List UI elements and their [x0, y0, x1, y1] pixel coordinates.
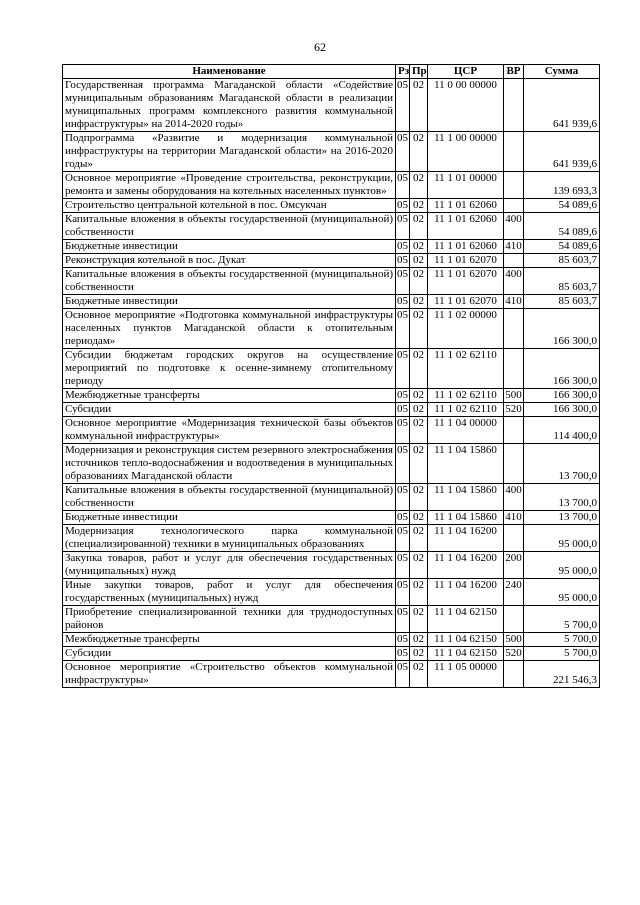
cell-csr: 11 1 04 16200 [428, 552, 504, 579]
cell-pr: 02 [410, 295, 428, 309]
cell-pr: 02 [410, 389, 428, 403]
cell-csr: 11 1 04 00000 [428, 417, 504, 444]
cell-rz: 05 [397, 254, 408, 266]
cell-name: Субсидии [63, 403, 396, 417]
cell-name: Иные закупки товаров, работ и услуг для обеспечения государственных (муниципальных) нужд [63, 579, 396, 606]
cell-csr: 11 1 01 62070 [428, 254, 504, 268]
table-header-row [63, 65, 600, 79]
cell-csr: 11 1 01 62060 [428, 213, 504, 240]
cell-rz: 05 [396, 484, 410, 511]
table-row [63, 647, 600, 661]
cell-vr [504, 349, 524, 389]
cell-vr: 520 [505, 647, 522, 659]
header-pr: Пр [410, 65, 428, 79]
cell-sum: 13 700,0 [524, 484, 600, 511]
table-row [63, 79, 600, 132]
cell-vr [504, 79, 524, 132]
cell-pr: 02 [410, 525, 428, 552]
cell-name: Основное мероприятие «Проведение строительства, реконструкции, ремонта и замены оборудования на котельных населенных пунктов» [63, 172, 396, 199]
cell-pr: 02 [410, 552, 428, 579]
cell-name: Приобретение специализированной техники для труднодоступных районов [63, 606, 396, 633]
cell-rz: 05 [397, 389, 408, 401]
cell-name: Государственная программа Магаданской области «Содействие муниципальным образованиям Магаданской области в реализации муниципальных программ комплексного развития коммунальной инфраструктуры» на 2014-2020 годы» [63, 79, 396, 132]
cell-csr: 11 1 01 62070 [428, 268, 504, 295]
cell-sum: 166 300,0 [524, 349, 600, 389]
cell-sum: 95 000,0 [524, 552, 600, 579]
cell-rz: 05 [397, 511, 408, 523]
cell-pr: 02 [410, 511, 428, 525]
cell-vr: 240 [504, 579, 524, 606]
table-row [63, 199, 600, 213]
table-row [63, 213, 600, 240]
cell-csr: 11 1 04 15860 [428, 484, 504, 511]
cell-rz: 05 [397, 633, 408, 645]
cell-vr [504, 309, 524, 349]
cell-rz: 05 [396, 579, 410, 606]
cell-rz: 05 [397, 295, 408, 307]
cell-vr: 500 [505, 389, 522, 401]
table-row [63, 484, 600, 511]
table-row [63, 132, 600, 172]
cell-name: Межбюджетные трансферты [63, 389, 396, 403]
cell-csr: 11 1 00 00000 [428, 132, 504, 172]
cell-name: Основное мероприятие «Модернизация технической базы объектов коммунальной инфраструктуры» [63, 417, 396, 444]
table-row [63, 240, 600, 254]
cell-name: Капитальные вложения в объекты государственной (муниципальной) собственности [63, 484, 396, 511]
cell-name: Бюджетные инвестиции [63, 511, 396, 525]
table-row [63, 525, 600, 552]
cell-pr: 02 [410, 403, 428, 417]
cell-rz: 05 [396, 606, 410, 633]
table-row [63, 444, 600, 484]
cell-sum: 641 939,6 [524, 79, 600, 132]
table-row [63, 254, 600, 268]
table-row [63, 295, 600, 309]
cell-rz: 05 [396, 444, 410, 484]
cell-sum: 114 400,0 [524, 417, 600, 444]
cell-sum: 85 603,7 [524, 295, 600, 309]
cell-csr: 11 1 01 62070 [428, 295, 504, 309]
cell-rz: 05 [397, 199, 408, 211]
cell-sum: 641 939,6 [524, 132, 600, 172]
cell-sum: 85 603,7 [524, 268, 600, 295]
table-row [63, 661, 600, 688]
cell-pr: 02 [410, 661, 428, 688]
cell-name: Основное мероприятие «Строительство объектов коммунальной инфраструктуры» [63, 661, 396, 688]
cell-rz: 05 [396, 213, 410, 240]
cell-pr: 02 [410, 268, 428, 295]
cell-pr: 02 [410, 172, 428, 199]
cell-sum: 5 700,0 [524, 633, 600, 647]
cell-csr: 11 1 02 62110 [428, 403, 504, 417]
cell-pr: 02 [410, 647, 428, 661]
cell-name: Модернизация технологического парка коммунальной (специализированной) техники в муниципальных образованиях [63, 525, 396, 552]
table-row [63, 268, 600, 295]
cell-vr: 400 [504, 213, 524, 240]
cell-vr [504, 444, 524, 484]
table-row [63, 417, 600, 444]
cell-name: Бюджетные инвестиции [63, 240, 396, 254]
cell-rz: 05 [396, 661, 410, 688]
cell-name: Межбюджетные трансферты [63, 633, 396, 647]
cell-sum: 166 300,0 [524, 389, 600, 403]
cell-pr: 02 [410, 132, 428, 172]
table-row [63, 389, 600, 403]
cell-name: Капитальные вложения в объекты государственной (муниципальной) собственности [63, 268, 396, 295]
header-name: Наименование [63, 65, 396, 79]
cell-rz: 05 [396, 552, 410, 579]
cell-pr: 02 [410, 213, 428, 240]
cell-vr [504, 199, 524, 213]
cell-vr [504, 661, 524, 688]
cell-pr: 02 [410, 240, 428, 254]
cell-sum: 95 000,0 [524, 525, 600, 552]
table-row [63, 511, 600, 525]
cell-sum: 5 700,0 [524, 647, 600, 661]
cell-csr: 11 1 05 00000 [428, 661, 504, 688]
cell-vr [504, 254, 524, 268]
table-row [63, 172, 600, 199]
cell-pr: 02 [410, 633, 428, 647]
cell-vr: 410 [505, 295, 522, 307]
budget-table [62, 64, 600, 688]
table-row [63, 633, 600, 647]
cell-csr: 11 1 04 15860 [428, 444, 504, 484]
cell-pr: 02 [410, 309, 428, 349]
cell-name: Субсидии бюджетам городских округов на осуществление мероприятий по подготовке к осенне-зимнему отопительному периоду [63, 349, 396, 389]
cell-sum: 54 089,6 [524, 240, 600, 254]
cell-vr: 400 [504, 268, 524, 295]
cell-rz: 05 [397, 403, 408, 415]
cell-csr: 11 1 04 62150 [428, 633, 504, 647]
cell-vr: 410 [505, 511, 522, 523]
cell-pr: 02 [410, 254, 428, 268]
cell-rz: 05 [396, 132, 410, 172]
cell-name: Подпрограмма «Развитие и модернизация коммунальной инфраструктуры на территории Магаданской области» на 2016-2020 годы» [63, 132, 396, 172]
cell-vr [504, 606, 524, 633]
cell-rz: 05 [396, 525, 410, 552]
cell-sum: 13 700,0 [524, 444, 600, 484]
cell-name: Строительство центральной котельной в пос. Омсукчан [63, 199, 396, 213]
cell-sum: 5 700,0 [524, 606, 600, 633]
cell-name: Реконструкция котельной в пос. Дукат [63, 254, 396, 268]
cell-csr: 11 1 02 62110 [428, 389, 504, 403]
table-row [63, 552, 600, 579]
cell-pr: 02 [410, 606, 428, 633]
cell-sum: 166 300,0 [524, 403, 600, 417]
cell-rz: 05 [396, 417, 410, 444]
cell-rz: 05 [396, 349, 410, 389]
cell-vr: 410 [505, 240, 522, 252]
cell-vr [504, 417, 524, 444]
table-row [63, 606, 600, 633]
cell-rz: 05 [396, 79, 410, 132]
cell-csr: 11 1 02 62110 [428, 349, 504, 389]
cell-sum: 221 546,3 [524, 661, 600, 688]
header-csr: ЦСР [428, 65, 504, 79]
cell-csr: 11 1 01 00000 [428, 172, 504, 199]
cell-sum: 95 000,0 [524, 579, 600, 606]
cell-sum: 13 700,0 [524, 511, 600, 525]
cell-csr: 11 1 02 00000 [428, 309, 504, 349]
cell-vr: 400 [504, 484, 524, 511]
cell-sum: 54 089,6 [524, 199, 600, 213]
cell-vr: 200 [504, 552, 524, 579]
cell-name: Основное мероприятие «Подготовка коммунальной инфраструктуры населенных пунктов Магаданской области к отопительным периодам» [63, 309, 396, 349]
table-row [63, 403, 600, 417]
cell-csr: 11 1 04 62150 [428, 647, 504, 661]
cell-name: Закупка товаров, работ и услуг для обеспечения государственных (муниципальных) нужд [63, 552, 396, 579]
header-sum: Сумма [524, 65, 600, 79]
cell-pr: 02 [410, 444, 428, 484]
cell-csr: 11 1 01 62060 [428, 240, 504, 254]
cell-rz: 05 [396, 268, 410, 295]
cell-rz: 05 [397, 240, 408, 252]
cell-pr: 02 [410, 349, 428, 389]
cell-csr: 11 1 04 16200 [428, 579, 504, 606]
cell-pr: 02 [410, 579, 428, 606]
cell-name: Модернизация и реконструкция систем резервного электроснабжения источников тепло-водоснабжения и водоотведения в муниципальных образованиях Магаданской области [63, 444, 396, 484]
cell-csr: 11 1 04 62150 [428, 606, 504, 633]
cell-pr: 02 [410, 199, 428, 213]
cell-name: Капитальные вложения в объекты государственной (муниципальной) собственности [63, 213, 396, 240]
header-rz: Рз [396, 65, 410, 79]
cell-pr: 02 [410, 484, 428, 511]
cell-vr [504, 525, 524, 552]
cell-rz: 05 [397, 647, 408, 659]
cell-vr: 520 [505, 403, 522, 415]
cell-csr: 11 1 04 16200 [428, 525, 504, 552]
cell-name: Субсидии [63, 647, 396, 661]
table-row [63, 349, 600, 389]
cell-vr: 500 [505, 633, 522, 645]
cell-sum: 85 603,7 [524, 254, 600, 268]
cell-sum: 54 089,6 [524, 213, 600, 240]
cell-rz: 05 [396, 309, 410, 349]
cell-csr: 11 1 01 62060 [428, 199, 504, 213]
cell-pr: 02 [410, 79, 428, 132]
cell-vr [504, 132, 524, 172]
cell-rz: 05 [396, 172, 410, 199]
table-row [63, 309, 600, 349]
page-number: 62 [314, 40, 326, 54]
header-vr: ВР [504, 65, 524, 79]
cell-pr: 02 [410, 417, 428, 444]
cell-csr: 11 1 04 15860 [428, 511, 504, 525]
cell-name: Бюджетные инвестиции [63, 295, 396, 309]
cell-vr [504, 172, 524, 199]
cell-sum: 166 300,0 [524, 309, 600, 349]
cell-csr: 11 0 00 00000 [428, 79, 504, 132]
table-row [63, 579, 600, 606]
cell-sum: 139 693,3 [524, 172, 600, 199]
